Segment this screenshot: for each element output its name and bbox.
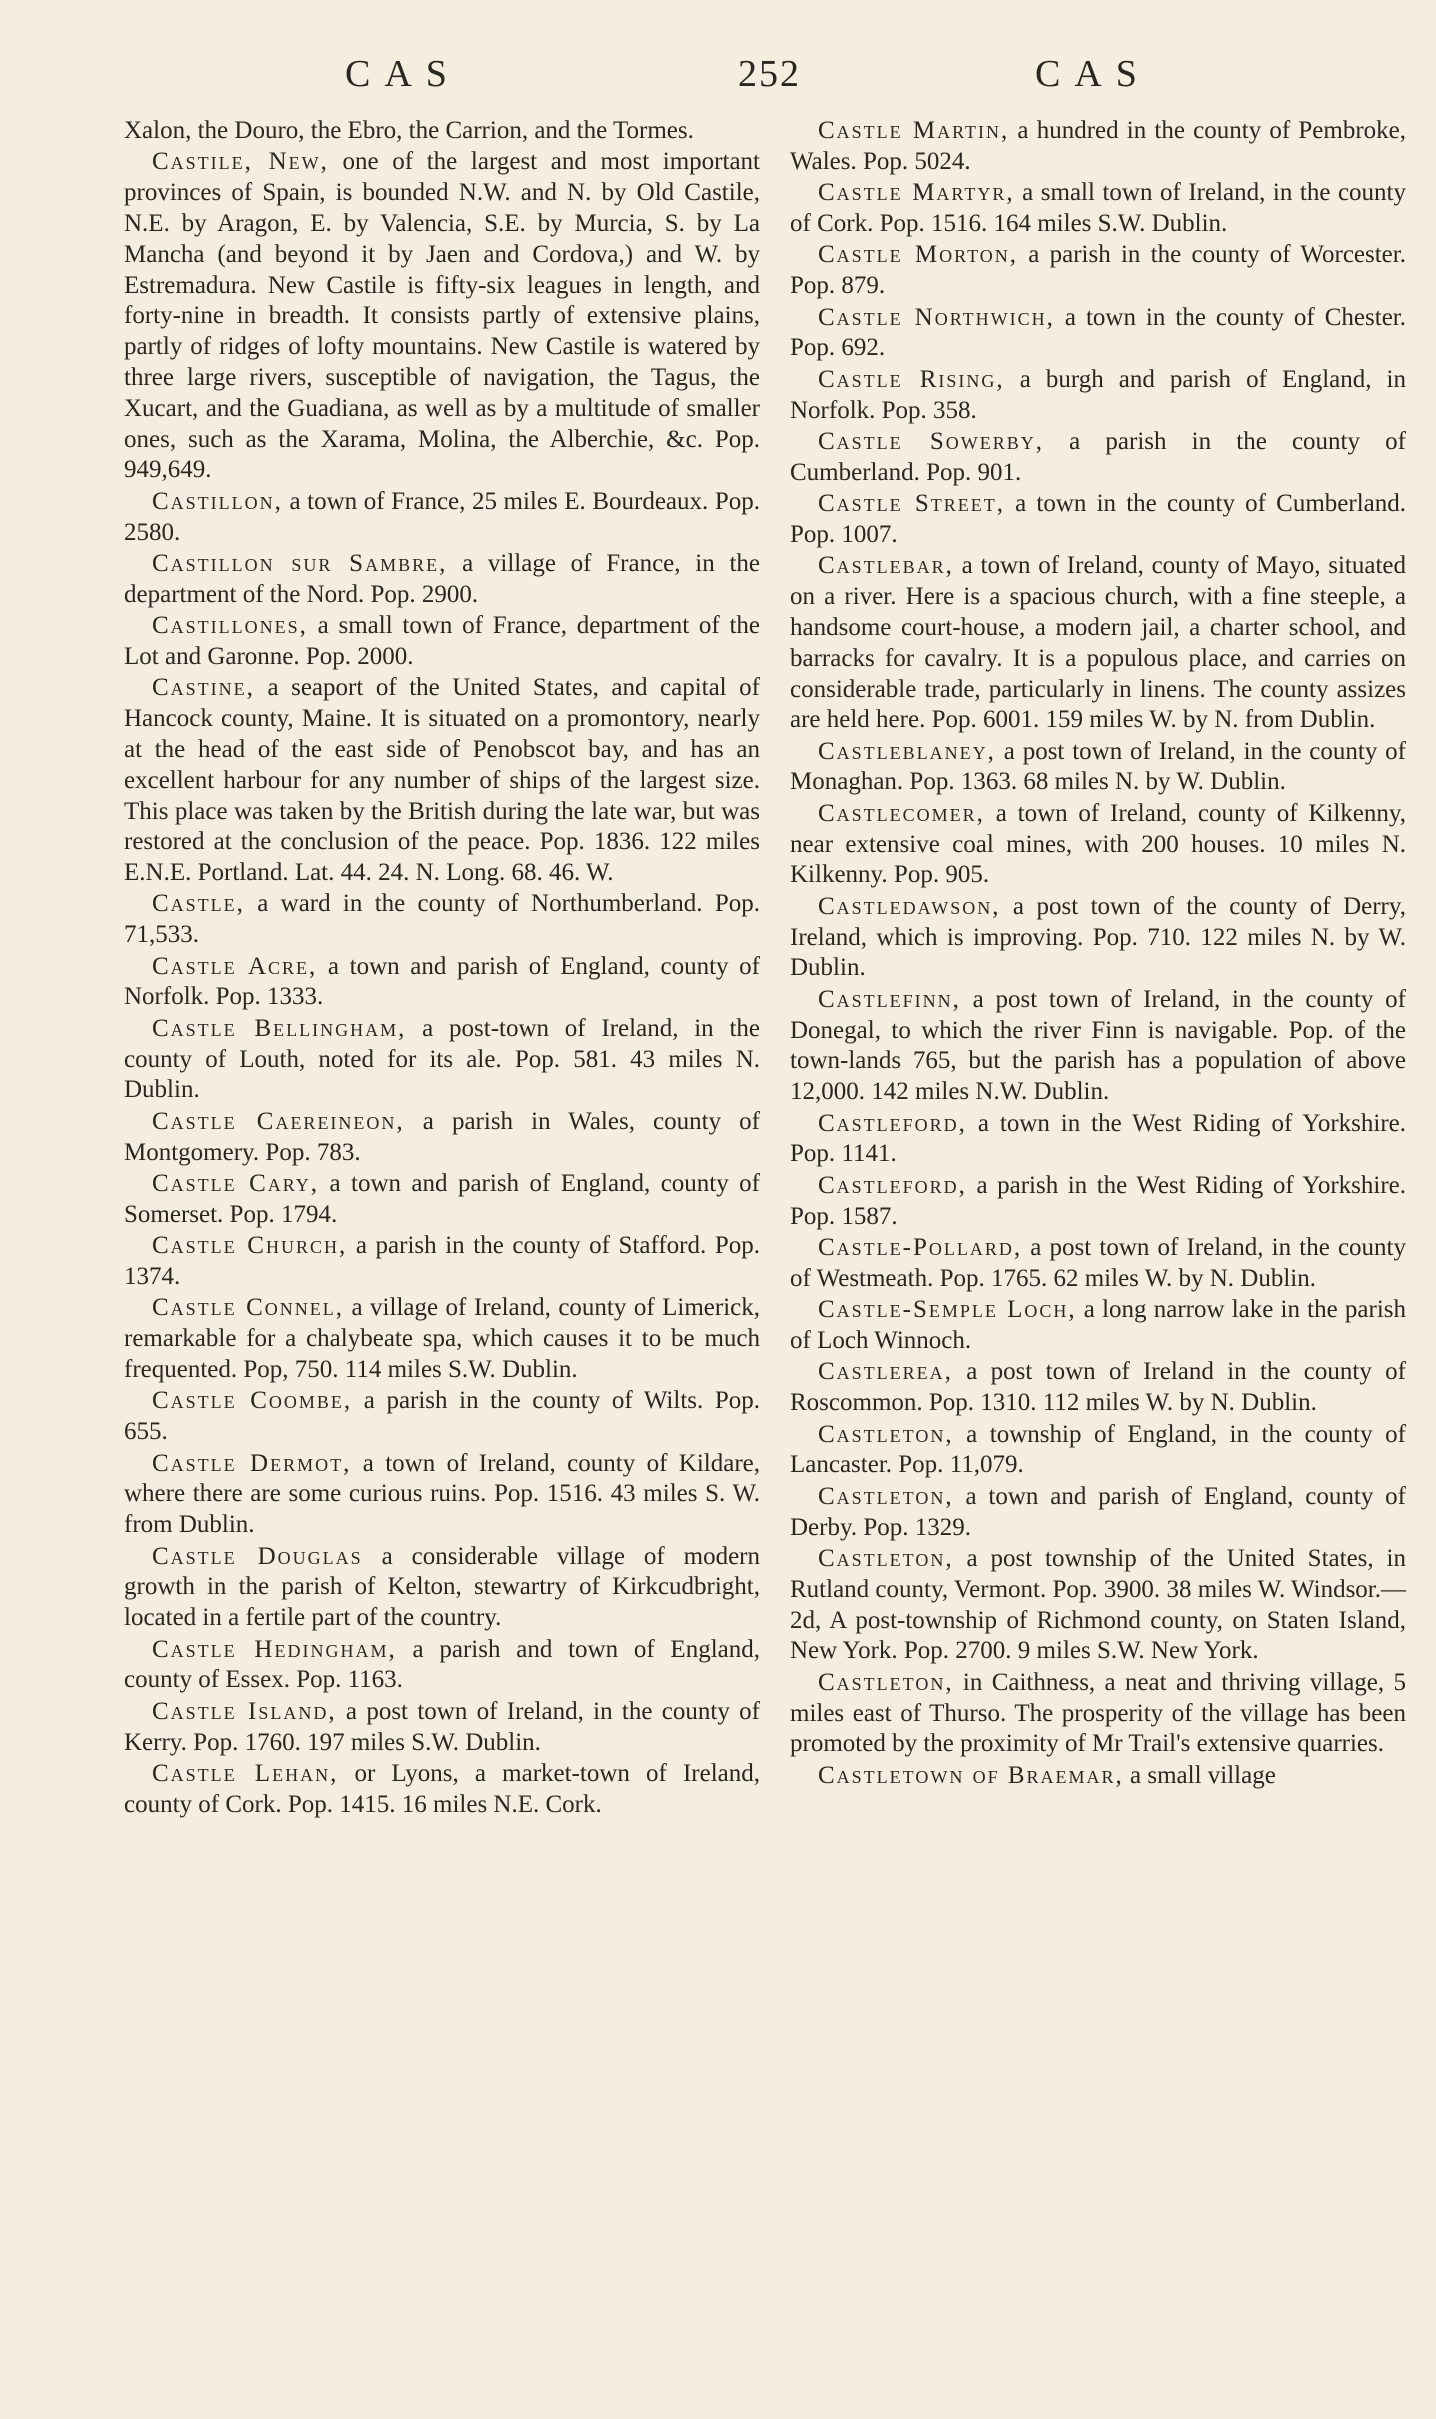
entry-headword: Castle Hedingham, [152,1635,397,1663]
entry-headword: Castleford, [818,1109,967,1137]
entry-text: a post town of Ireland, in the county of Kerry. Pop. 1760. 197 miles S.W. Dublin. [124,1697,760,1756]
entry-text: a small town of France, department of the Lot and Garonne. Pop. 2000. [124,612,760,670]
dictionary-entry [790,551,1406,736]
entry-text: a post town of Ireland in the county of Roscommon. Pop. 1310. 112 miles W. by N. Dublin. [790,1358,1406,1417]
entry-text: a town of Ireland, county of Kilkenny, near extensive coal mines, with 200 houses. 10 miles N. Kilkenny. Pop. 905. [790,799,1406,889]
entry-text: a parish in the county of Wilts. Pop. 655. [124,1387,760,1446]
dictionary-entry [790,1171,1406,1233]
entry-headword: Castlecomer, [818,799,985,827]
entry-text: a town and parish of England, county of Derby. Pop. 1329. [790,1482,1406,1541]
entry-headword: Castle Martin, [818,117,1010,144]
dictionary-entry [790,1482,1406,1544]
entry-text: a burgh and parish of England, in Norfolk. Pop. 358. [790,365,1407,424]
dictionary-entry [124,487,760,549]
dictionary-entry [790,985,1406,1108]
entry-headword: Castillon sur Sambre, [152,549,448,577]
dictionary-entry [124,1542,760,1634]
dictionary-entry [790,116,1406,178]
entry-headword: Castile, New, [152,148,329,176]
entry-text: a post town of Ireland, in the county of Donegal, to which the river Finn is navigable. Pop. of the town-lands 765, but the parish has a population of above 12,000. 142 miles N.W. Dublin. [790,985,1406,1106]
dictionary-entry [790,1668,1406,1760]
dictionary-entry [790,1295,1406,1357]
dictionary-entry [790,892,1406,984]
entry-headword: Castine, [152,674,255,702]
entry-text: a post-town of Ireland, in the county of Louth, noted for its ale. Pop. 581. 43 miles N. Dublin. [124,1014,760,1104]
dictionary-entry [790,1109,1406,1171]
dictionary-entry [124,147,760,486]
entry-headword: Castlefinn, [818,985,961,1013]
entry-headword: Castle Douglas [152,1542,363,1570]
entry-text: Xalon, the Douro, the Ebro, the Carrion, and the Tormes. [124,117,694,144]
dictionary-entry [790,178,1406,240]
dictionary-entry [124,1014,760,1106]
entry-text: a village of Ireland, county of Limerick, remarkable for a chalybeate spa, which causes it to be much frequented. Pop, 750. 114 miles S.W. Dublin. [124,1294,760,1383]
entry-text: a town and parish of England, county of Somerset. Pop. 1794. [124,1170,761,1228]
entry-text: a small village [1123,1761,1276,1789]
entry-headword: Castle Dermot, [152,1449,352,1477]
entry-headword: Castle Cary, [152,1170,320,1198]
entry-headword: Castle Church, [152,1232,348,1260]
entry-headword: Castleford, [818,1171,967,1199]
entry-text: a parish in the county of Cumberland. Pop. 901. [790,427,1406,486]
dictionary-entry [790,1233,1406,1295]
entry-text: a town of France, 25 miles E. Bourdeaux. Pop. 2580. [124,487,760,546]
header-right-guide: CAS [1035,53,1151,95]
dictionary-entry [124,611,760,673]
dictionary-entry [790,365,1406,427]
entry-text: or Lyons, a market-town of Ireland, county of Cork. Pop. 1415. 16 miles N.E. Cork. [124,1759,761,1818]
entry-headword: Castle Morton, [818,241,1018,269]
entry-headword: Castleblaney, [818,737,996,765]
entry-headword: Castleton, [818,1668,954,1696]
entry-headword: Castlerea, [818,1358,953,1386]
entry-headword: Castle Lehan, [152,1759,339,1787]
dictionary-entry [124,549,760,611]
entry-headword: Castillon, [152,487,283,515]
entry-text: a township of England, in the county of Lancaster. Pop. 11,079. [790,1420,1406,1479]
page-number: 252 [738,53,801,95]
entry-text: a post town of Ireland, in the county of Monaghan. Pop. 1363. 68 miles N. by W. Dublin. [790,737,1406,796]
dictionary-entry [124,1169,760,1231]
dictionary-entry [124,1635,760,1697]
header-left-guide: CAS [345,53,461,95]
dictionary-entry [790,1357,1406,1419]
entry-text: a town in the West Riding of Yorkshire. Pop. 1141. [790,1109,1406,1168]
dictionary-entry [124,889,760,951]
entry-text: a hundred in the county of Pembroke, Wales. Pop. 5024. [790,117,1406,175]
entry-headword: Castleton, [818,1544,954,1572]
entry-headword: Castleton, [818,1482,954,1510]
dictionary-entry [124,1231,760,1293]
entry-headword: Castletown of Braemar, [818,1761,1124,1789]
entry-headword: Castle Coombe, [152,1387,353,1415]
dictionary-entry [124,1386,760,1448]
entry-text: a seaport of the United States, and capital of Hancock county, Maine. It is situated on a promontory, nearly at the head of the east side of Penobscot bay, and has an excellent harbour for any number of ships of the largest size. This place was taken by the British during the late war, but was restored at the conclusion of the peace. Pop. 1836. 122 miles E.N.E. Portland. Lat. 44. 24. N. Long. 68. 46. W. [124,674,760,887]
entry-text: a small town of Ireland, in the county of Cork. Pop. 1516. 164 miles S.W. Dublin. [790,179,1406,237]
dictionary-entry [790,303,1406,365]
left-column [124,116,760,1821]
dictionary-entry [124,1293,760,1385]
entry-text: a parish in the county of Stafford. Pop. 1374. [124,1232,761,1291]
entry-text: a parish in the county of Worcester. Pop. 879. [790,241,1406,300]
entry-headword: Castle Connel, [152,1294,345,1322]
entry-text: in Caithness, a neat and thriving village, 5 miles east of Thurso. The prosperity of the village has been promoted by the proximity of Mr Trail's extensive quarries. [790,1668,1406,1758]
right-column [790,116,1406,1792]
entry-headword: Castle Street, [818,490,1005,518]
entry-headword: Castle Martyr, [818,179,1015,207]
entry-headword: Castle Bellingham, [152,1014,407,1042]
entry-text: a post township of the United States, in Rutland county, Vermont. Pop. 3900. 38 miles W. Windsor.—2d, A post-township of Richmond county, on Staten Island, New York. Pop. 2700. 9 miles S.W. New York. [790,1544,1406,1665]
dictionary-entry [790,1761,1406,1792]
entry-text: a parish in the West Riding of Yorkshire. Pop. 1587. [790,1171,1406,1230]
entry-text: a town of Ireland, county of Kildare, where there are some curious ruins. Pop. 1516. 43 miles S. W. from Dublin. [124,1449,760,1539]
dictionary-entry [790,737,1406,799]
entry-headword: Castle-Pollard, [818,1234,1023,1261]
dictionary-entry [124,673,760,889]
entry-text: a post town of Ireland, in the county of Westmeath. Pop. 1765. 62 miles W. by N. Dublin. [790,1234,1406,1292]
dictionary-entry [790,489,1406,551]
entry-text: a town in the county of Cumberland. Pop. 1007. [790,490,1406,548]
entry-headword: Castledawson, [818,892,1001,920]
dictionary-entry [124,1759,760,1821]
entry-headword: Castlebar, [818,552,954,580]
entry-text: a town in the county of Chester. Pop. 692. [790,303,1406,362]
entry-headword: Castle Caereineon, [152,1107,405,1135]
entry-headword: Castle Island, [152,1697,337,1725]
entry-headword: Castle Rising, [818,365,1005,393]
entry-text: a town and parish of England, county of Norfolk. Pop. 1333. [124,952,761,1011]
entry-headword: Castle Sowerby, [818,427,1044,455]
dictionary-entry [124,952,760,1014]
entry-headword: Castle Acre, [152,952,318,980]
dictionary-entry [790,1544,1406,1667]
entry-text: a post town of the county of Derry, Ireland, which is improving. Pop. 710. 122 miles N. by W. Dublin. [790,892,1406,982]
entry-text: a parish and town of England, county of Essex. Pop. 1163. [124,1635,760,1694]
entry-text: a ward in the county of Northumberland. Pop. 71,533. [124,890,760,949]
dictionary-entry [124,1697,760,1759]
entry-headword: Castillones, [152,612,308,640]
dictionary-entry [124,1449,760,1541]
entry-headword: Castle Northwich, [818,303,1055,331]
entry-text: a long narrow lake in the parish of Loch Winnoch. [790,1296,1406,1354]
entry-text: one of the largest and most important provinces of Spain, is bounded N.W. and N. by Old Castile, N.E. by Aragon, E. by Valencia, S.E. by Murcia, S. by La Mancha (and beyond it by Jaen and Cordova,) and W. by Estremadura. New Castile is fifty-six leagues in length, and forty-nine in breadth. It consists partly of extensive plains, partly of ridges of lofty mountains. New Castile is watered by three large rivers, susceptible of navigation, the Tagus, the Xucart, and the Guadiana, as well as by a multitude of smaller ones, such as the Xarama, Molina, the Alberchie, &c. Pop. 949,649. [124,148,760,484]
dictionary-entry [790,427,1406,489]
entry-text: a considerable village of modern growth in the parish of Kelton, stewartry of Kirkcudbright, located in a fertile part of the country. [124,1542,760,1632]
dictionary-entry [790,799,1406,891]
entry-headword: Castle-Semple Loch, [818,1296,1077,1324]
entry-text: a village of France, in the department of the Nord. Pop. 2900. [124,549,760,608]
dictionary-entry [790,240,1406,302]
dictionary-entry [124,116,760,147]
entry-headword: Castleton, [818,1420,954,1448]
entry-text: a parish in Wales, county of Montgomery. Pop. 783. [124,1107,760,1166]
dictionary-entry [790,1420,1406,1482]
dictionary-entry [124,1107,760,1169]
entry-headword: Castle, [152,890,245,918]
running-header [0,52,1436,112]
entry-text: a town of Ireland, county of Mayo, situated on a river. Here is a spacious church, with a fine steeple, a handsome court-house, a modern jail, a charter school, and barracks for cavalry. It is a populous place, and carries on considerable trade, particularly in linens. The county assizes are held here. Pop. 6001. 159 miles W. by N. from Dublin. [790,552,1406,734]
